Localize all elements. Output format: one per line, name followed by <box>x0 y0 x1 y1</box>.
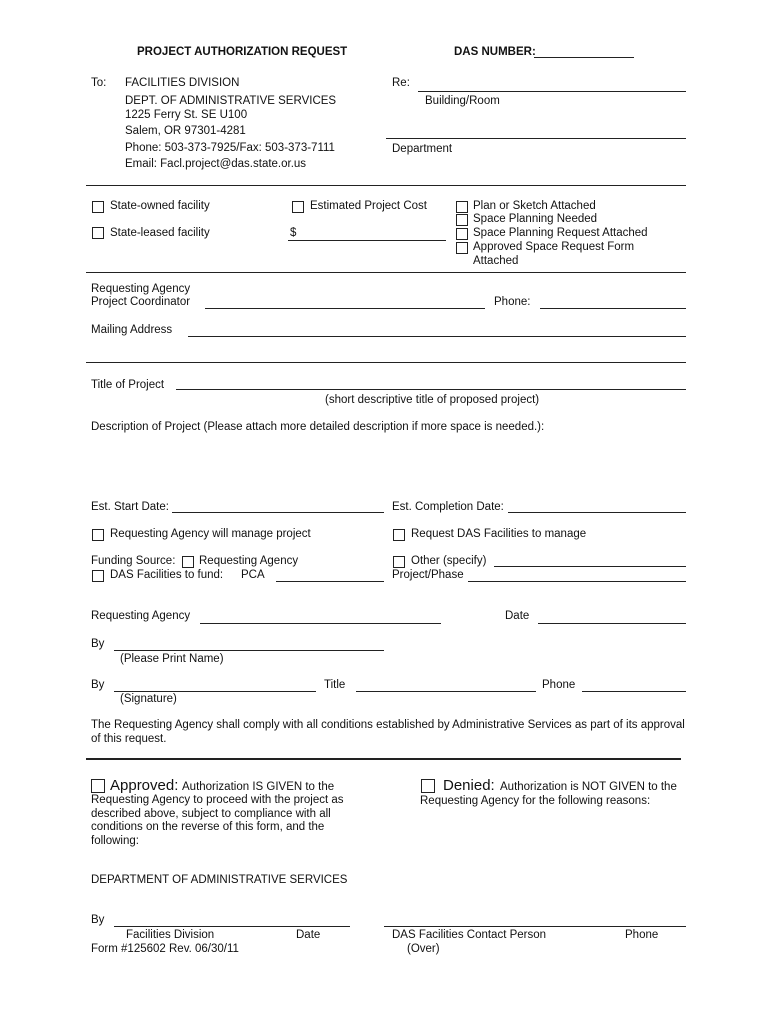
form-title: PROJECT AUTHORIZATION REQUEST <box>137 46 348 58</box>
footer-by-label: By <box>91 914 105 926</box>
approved-label: Approved: <box>110 777 179 794</box>
to-line-6: Email: Facl.project@das.state.or.us <box>125 158 307 170</box>
phone-label: Phone: <box>494 296 531 308</box>
sig-date-field[interactable] <box>538 623 686 624</box>
completion-date-field[interactable] <box>508 512 686 513</box>
department-label: Department <box>392 143 453 155</box>
das-number-field[interactable] <box>534 57 634 58</box>
sig-phone-label: Phone <box>542 679 576 691</box>
contact-person-field[interactable] <box>384 926 686 927</box>
start-date-field[interactable] <box>172 512 384 513</box>
space-planning-needed-label: Space Planning Needed <box>473 213 598 225</box>
state-owned-label: State-owned facility <box>110 200 210 212</box>
print-name-field[interactable] <box>114 650 384 651</box>
state-owned-checkbox[interactable] <box>92 201 104 213</box>
coordinator-phone-field[interactable] <box>540 308 686 309</box>
footer-signature-field[interactable] <box>114 926 350 927</box>
to-line-1: FACILITIES DIVISION <box>125 77 240 89</box>
mailing-address-field-2[interactable] <box>86 362 686 363</box>
mailing-address-label: Mailing Address <box>91 324 173 336</box>
project-coordinator-field[interactable] <box>205 308 485 309</box>
das-fund-label: DAS Facilities to fund: <box>110 569 224 581</box>
project-title-field[interactable] <box>176 389 686 390</box>
footer-date-label: Date <box>296 929 321 941</box>
re-label: Re: <box>392 77 410 89</box>
signature-hint: (Signature) <box>120 693 177 705</box>
funding-source-label: Funding Source: <box>91 555 176 567</box>
to-line-4: Salem, OR 97301-4281 <box>125 125 246 137</box>
building-room-field[interactable] <box>418 91 686 92</box>
space-planning-needed-checkbox[interactable] <box>456 214 468 226</box>
estimated-cost-label: Estimated Project Cost <box>310 200 427 212</box>
approved-space-request-label-cont: Attached <box>473 255 519 267</box>
approved-checkbox[interactable] <box>91 779 105 793</box>
das-manage-checkbox[interactable] <box>393 529 405 541</box>
project-title-label: Title of Project <box>91 379 165 391</box>
approved-space-request-label: Approved Space Request Form <box>473 241 635 253</box>
plan-sketch-label: Plan or Sketch Attached <box>473 200 596 212</box>
divider <box>86 272 686 273</box>
sig-requesting-agency-label: Requesting Agency <box>91 610 191 622</box>
approved-text-1: Authorization IS GIVEN to the <box>182 781 335 793</box>
department-field[interactable] <box>386 138 686 139</box>
other-funding-label: Other (specify) <box>411 555 487 567</box>
approved-space-request-checkbox[interactable] <box>456 242 468 254</box>
project-phase-label: Project/Phase <box>392 569 464 581</box>
das-label: DEPARTMENT OF ADMINISTRATIVE SERVICES <box>91 874 348 886</box>
sig-requesting-agency-field[interactable] <box>200 623 441 624</box>
denied-label: Denied: <box>443 777 495 794</box>
sig-title-label: Title <box>324 679 346 691</box>
to-line-5: Phone: 503-373-7925/Fax: 503-373-7111 <box>125 142 335 154</box>
to-label: To: <box>91 77 107 89</box>
sig-phone-field[interactable] <box>582 691 686 692</box>
project-phase-field[interactable] <box>468 581 686 582</box>
divider-double <box>86 758 681 760</box>
completion-date-label: Est. Completion Date: <box>392 501 504 513</box>
denied-checkbox[interactable] <box>421 779 435 793</box>
form-number: Form #125602 Rev. 06/30/11 <box>91 943 239 955</box>
das-manage-label: Request DAS Facilities to manage <box>411 528 587 540</box>
space-planning-request-label: Space Planning Request Attached <box>473 227 648 239</box>
start-date-label: Est. Start Date: <box>91 501 169 513</box>
project-coordinator-label: Project Coordinator <box>91 296 191 308</box>
das-fund-checkbox[interactable] <box>92 570 104 582</box>
denied-text-1: Authorization is NOT GIVEN to the <box>500 781 677 793</box>
compliance-statement: The Requesting Agency shall comply with all conditions established by Administrative Services as part of its approval of this request. <box>91 719 685 745</box>
mailing-address-field[interactable] <box>188 336 686 337</box>
estimated-cost-field[interactable] <box>288 240 446 241</box>
dollar-sign: $ <box>290 227 297 239</box>
state-leased-checkbox[interactable] <box>92 227 104 239</box>
requesting-agency-label: Requesting Agency <box>91 283 191 295</box>
sig-date-label: Date <box>505 610 530 622</box>
other-funding-field[interactable] <box>494 566 686 567</box>
agency-manage-label: Requesting Agency will manage project <box>110 528 311 540</box>
denied-text-2: Requesting Agency for the following reasons: <box>420 795 651 807</box>
plan-sketch-checkbox[interactable] <box>456 201 468 213</box>
funding-requesting-agency-checkbox[interactable] <box>182 556 194 568</box>
project-description-label: Description of Project (Please attach more detailed description if more space is needed.): <box>91 421 545 433</box>
facilities-division-label: Facilities Division <box>126 929 215 941</box>
other-funding-checkbox[interactable] <box>393 556 405 568</box>
das-number-label: DAS NUMBER: <box>454 46 536 58</box>
pca-field[interactable] <box>276 581 384 582</box>
to-line-3: 1225 Ferry St. SE U100 <box>125 109 248 121</box>
sig-title-field[interactable] <box>356 691 536 692</box>
divider <box>86 185 686 186</box>
estimated-cost-checkbox[interactable] <box>292 201 304 213</box>
over-label: (Over) <box>407 943 440 955</box>
footer-phone-label: Phone <box>625 929 659 941</box>
by-label-2: By <box>91 679 105 691</box>
to-line-2: DEPT. OF ADMINISTRATIVE SERVICES <box>125 95 337 107</box>
pca-label: PCA <box>241 569 265 581</box>
by-label-1: By <box>91 638 105 650</box>
space-planning-request-checkbox[interactable] <box>456 228 468 240</box>
agency-manage-checkbox[interactable] <box>92 529 104 541</box>
funding-requesting-agency-label: Requesting Agency <box>199 555 299 567</box>
building-room-label: Building/Room <box>425 95 500 107</box>
contact-person-label: DAS Facilities Contact Person <box>392 929 547 941</box>
print-name-hint: (Please Print Name) <box>120 653 224 665</box>
approved-text-2: Requesting Agency to proceed with the project as described above, subject to compliance with all conditions on the reverse of this form, and the following: <box>91 794 344 847</box>
state-leased-label: State-leased facility <box>110 227 210 239</box>
project-title-hint: (short descriptive title of proposed project) <box>325 394 540 406</box>
